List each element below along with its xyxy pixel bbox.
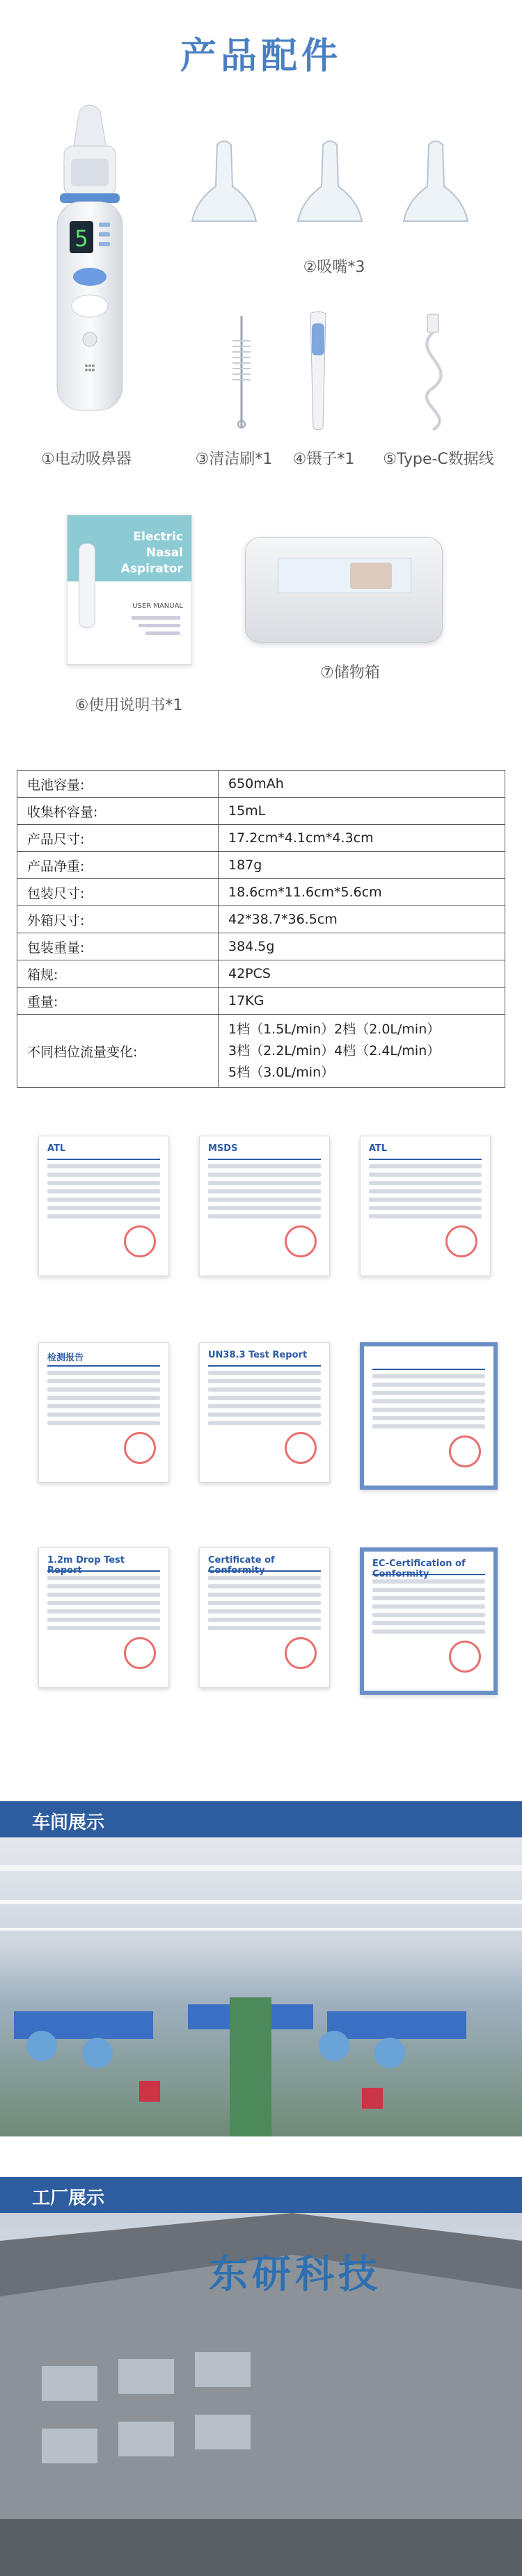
factory-photo [0, 2213, 522, 2576]
spec-key: 外箱尺寸: [17, 906, 219, 933]
spec-key: 箱规: [17, 960, 219, 988]
page-title: 产品配件 [180, 35, 342, 77]
certificate-title: EC-Certification of Conformity [372, 1559, 485, 1575]
tweezers-image [301, 309, 335, 435]
section-title: 工厂展示 [32, 2188, 105, 2209]
spec-key: 包装尺寸: [17, 879, 219, 906]
certificate [360, 1136, 491, 1276]
flow-values [219, 1015, 505, 1088]
flow-line: 3档（2.2L/min）4档（2.4L/min） [228, 1043, 441, 1058]
table-row [17, 933, 505, 960]
spec-value: 17KG [219, 988, 505, 1015]
section-header-workshop [0, 1801, 522, 1837]
factory-sign: 东研科技 [209, 2252, 381, 2297]
manual-title-line-3: Aspirator [120, 562, 183, 576]
spec-value: 42*38.7*36.5cm [219, 906, 505, 933]
certificate [199, 1136, 330, 1276]
certificate-title: Certificate of Conformity [208, 1555, 321, 1572]
manual-subtitle: USER MANUAL [132, 602, 183, 610]
certificate [199, 1342, 330, 1483]
caption-manual: ⑥使用说明书*1 [74, 697, 183, 714]
spec-key: 包装重量: [17, 933, 219, 960]
certificate [360, 1547, 498, 1695]
nozzles-image [189, 138, 501, 235]
table-row [17, 771, 505, 798]
table-row [17, 852, 505, 879]
nasal-aspirator-image [31, 97, 149, 424]
table-row [17, 906, 505, 933]
certificate [38, 1342, 169, 1483]
caption-brush: ③清洁刷*1 [195, 451, 273, 468]
caption-aspirator: ①电动吸鼻器 [41, 451, 132, 468]
spec-key: 产品净重: [17, 852, 219, 879]
spec-key: 产品尺寸: [17, 825, 219, 852]
section-title: 车间展示 [32, 1812, 105, 1833]
certificate-title: ATL [47, 1143, 160, 1160]
spec-value: 42PCS [219, 960, 505, 988]
type-c-cable-image [404, 312, 466, 437]
table-row [17, 825, 505, 852]
spec-key: 收集杯容量: [17, 798, 219, 825]
certificate-title: 检测报告 [47, 1350, 160, 1367]
table-row [17, 988, 505, 1015]
spec-value: 17.2cm*4.1cm*4.3cm [219, 825, 505, 852]
certificate [199, 1547, 330, 1688]
spec-value: 384.5g [219, 933, 505, 960]
certificate [360, 1342, 498, 1490]
flow-line: 5档（3.0L/min） [228, 1064, 335, 1080]
spec-value: 18.6cm*11.6cm*5.6cm [219, 879, 505, 906]
spec-value: 650mAh [219, 771, 505, 798]
spec-key: 不同档位流量变化: [17, 1015, 219, 1088]
manual-title-line-1: Electric [133, 530, 183, 544]
caption-nozzles: ②吸嘴*3 [303, 259, 365, 276]
cleaning-brush-image [224, 313, 259, 431]
spec-key: 电池容量: [17, 771, 219, 798]
certificate-title: MSDS [208, 1143, 321, 1160]
certificate-title: 1.2m Drop Test Report [47, 1555, 160, 1572]
svg-text:5: 5 [74, 225, 88, 252]
user-manual-image [67, 515, 192, 665]
manual-title-line-2: Nasal [145, 546, 183, 560]
certificate-title: UN38.3 Test Report [208, 1350, 321, 1367]
spec-value: 15mL [219, 798, 505, 825]
flow-line: 1档（1.5L/min）2档（2.0L/min） [228, 1021, 441, 1037]
spec-key: 重量: [17, 988, 219, 1015]
spec-table [17, 770, 505, 1088]
certificate [38, 1547, 169, 1688]
workshop-photo [0, 1837, 522, 2136]
caption-tweezers: ④镊子*1 [292, 451, 355, 468]
table-row [17, 879, 505, 906]
certificate-title: ATL [369, 1143, 482, 1160]
section-header-factory [0, 2177, 522, 2213]
spec-value: 187g [219, 852, 505, 879]
storage-box-image [245, 537, 443, 643]
caption-storage-box: ⑦储物箱 [320, 664, 380, 682]
certificate-title [372, 1353, 485, 1370]
table-row [17, 1015, 505, 1088]
caption-cable: ⑤Type-C数据线 [383, 451, 494, 468]
table-row [17, 798, 505, 825]
certificate [38, 1136, 169, 1276]
table-row [17, 960, 505, 988]
